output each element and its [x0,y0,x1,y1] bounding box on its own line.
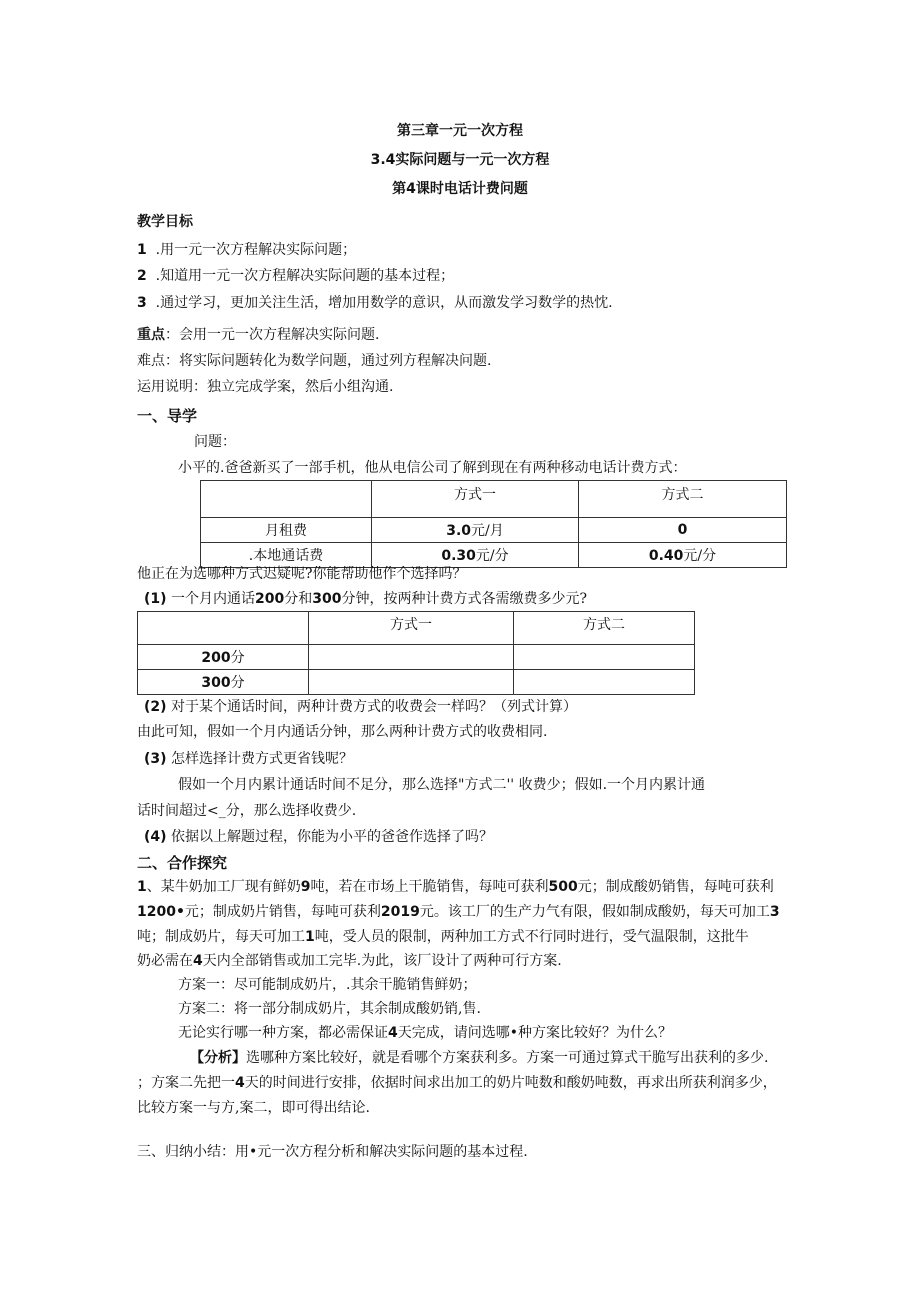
number-value: 4 [388,1025,398,1041]
fee-value: 0.40 [648,548,684,564]
number-value: 500 [548,879,578,895]
number-value: 1 [305,929,315,945]
goal-number: 2 [137,268,147,284]
problem-line [137,877,774,897]
analysis-line [137,1073,777,1093]
lesson-title: 第4课时电话计费问题 [392,181,528,197]
question-text: 依据以上解题过程，你能为小平的爸爸作选择了吗？ [171,829,493,845]
analysis-line [190,1048,768,1068]
table-header: 方式二 [579,481,787,518]
goal-item [137,240,356,260]
section-title: 3.4实际问题与一元一次方程 [370,152,550,168]
question-3 [144,749,353,769]
table-cell [138,645,309,670]
table-cell: .本地通话费 [201,543,372,568]
question-text: 分和 [284,591,313,607]
number-value: 4 [193,953,203,969]
problem-text: 元；制成酸奶销售，每吨可获利 [577,879,774,895]
minutes-unit: 分 [230,675,245,691]
fee-value: 3.0 [446,523,472,539]
problem-line [137,902,780,922]
fee-value: 0 [677,522,688,538]
problem-line [137,927,749,947]
key-text: ：会用一元一次方程解决实际问题. [165,327,380,343]
minutes-unit: 分 [230,650,245,666]
table-cell [372,518,579,543]
key-label: 重点 [137,327,165,343]
analysis-text: ；方案二先把一 [137,1075,235,1091]
table-row [201,518,787,543]
hesitate-text: 他正在为选哪种方式迟疑呢?你能帮助他作个选择吗？ [137,566,467,582]
number-value: 2019 [380,904,420,920]
conclusion-text: 由此可知，假如一个月内通话分钟，那么两种计费方式的收费相同. [137,724,548,740]
goal-text: .通过学习，更加关注生活，增加用数学的意识，从而激发学习数学的热忱. [155,295,613,311]
analysis-label: 【分析】 [190,1050,246,1066]
fee-unit: 元/分 [475,548,509,564]
table-header: 方式一 [372,481,579,518]
question-number: (3) [144,751,167,767]
fee-value: 0.30 [441,548,476,564]
table-header: 方式二 [514,612,695,645]
minutes-value: 200 [201,650,231,666]
question-number: (1) [144,591,167,607]
number-value: 4 [235,1075,245,1091]
problem-text: 天内全部销售或加工完毕.为此，该厂设计了两种可行方案. [202,953,562,969]
answer-cell[interactable] [514,645,695,670]
problem-question [178,1023,672,1043]
table-row [138,670,695,695]
table-cell [138,670,309,695]
section1-heading: 一、导学 [137,407,198,425]
analysis-text: 选哪种方案比较好，就是看哪个方案获利多。方案一可通过算式干脆写出获利的多少. [246,1050,769,1066]
number-value: 3 [769,904,780,920]
goals-heading: 教学目标 [137,214,193,230]
question-text: 怎样选择计费方式更省钱呢？ [171,751,353,767]
question-number: (4) [144,829,167,845]
analysis-text: 天的时间进行安排，依据时间求出加工的奶片吨数和酸奶吨数，再求出所获利润多少， [244,1075,777,1091]
number-value: 300 [312,591,342,607]
q3-answer-line: 话时间超过<_分，那么选择收费少. [137,803,357,819]
question-text: 对于某个通话时间，两种计费方式的收费会一样吗？（列式计算） [171,699,577,715]
table-cell [201,481,372,518]
goal-text: .用一元一次方程解决实际问题； [155,242,357,258]
table-cell [579,543,787,568]
table-header: 方式一 [309,612,514,645]
section2-heading: 二、合作探究 [137,854,228,872]
question-4 [144,827,493,847]
q3-answer-line: 假如一个月内累计通话时间不足分，那么选择"方式二'' 收费少；假如.一个月内累计通 [178,777,706,793]
minutes-value: 300 [201,675,231,691]
plan-2: 方案二：将一部分制成奶片，其余制成酸奶销,售. [178,1001,481,1017]
problem-text: 吨，若在市场上干脆销售，每吨可获利 [310,879,549,895]
goal-item [137,293,613,313]
table-cell [579,518,787,543]
problem-text: 吨，受人员的限制，两种加工方式不行同时进行，受气温限制，这批牛 [314,929,749,945]
fee-table [200,480,787,568]
table-cell: 月租费 [201,518,372,543]
question-text: 分钟，按两种计费方式各需缴费多少元? [341,591,587,607]
number-value: 200 [255,591,285,607]
answer-cell[interactable] [309,645,514,670]
answer-table [137,611,695,695]
goal-number: 3 [137,295,147,311]
intro-text: 小平的.爸爸新买了一部手机，他从电信公司了解到现在有两种移动电话计费方式： [178,460,687,476]
problem-text: 奶必需在 [137,953,193,969]
problem-text: 天完成，请问选哪•种方案比较好？为什么？ [397,1025,673,1041]
difficulty: 难点：将实际问题转化为数学问题，通过列方程解决问题. [137,353,492,369]
question-number: (2) [144,699,167,715]
analysis-line: 比较方案一与方,案二，即可得出结论. [137,1100,370,1116]
usage-note: 运用说明：独立完成学案，然后小组沟通. [137,379,394,395]
fee-unit: 元/月 [471,523,504,539]
problem-number: 1 [137,879,147,895]
summary-text: 三、归纳小结：用•元一次方程分析和解决实际问题的基本过程. [137,1144,528,1160]
chapter-title: 第三章一元一次方程 [397,123,523,139]
problem-text: 无论实行哪一种方案，都必需保证 [178,1025,388,1041]
problem-text: 元。该工厂的生产力气有限，假如制成酸奶，每天可加工 [419,904,770,920]
number-value: 1200• [137,904,185,920]
answer-cell[interactable] [514,670,695,695]
question-label: 问题： [194,434,236,450]
question-2 [144,697,577,717]
answer-cell[interactable] [309,670,514,695]
fee-unit: 元/分 [683,548,717,564]
problem-text: 元；制成奶片销售，每吨可获利 [184,904,381,920]
question-1 [144,589,587,609]
problem-text: 、某牛奶加工厂现有鲜奶 [146,879,301,895]
table-row [138,612,695,645]
question-text: 一个月内通话 [171,591,255,607]
goal-number: 1 [137,242,147,258]
problem-text: 吨；制成奶片，每天可加工 [137,929,305,945]
number-value: 9 [300,879,311,895]
problem-line [137,951,562,971]
table-row [201,481,787,518]
table-cell [138,612,309,645]
key-point [137,325,379,345]
table-row [138,645,695,670]
goal-item [137,266,454,286]
plan-1: 方案一：尽可能制成奶片，.其余干脆销售鲜奶； [178,977,477,993]
goal-text: .知道用一元一次方程解决实际问题的基本过程； [155,268,455,284]
